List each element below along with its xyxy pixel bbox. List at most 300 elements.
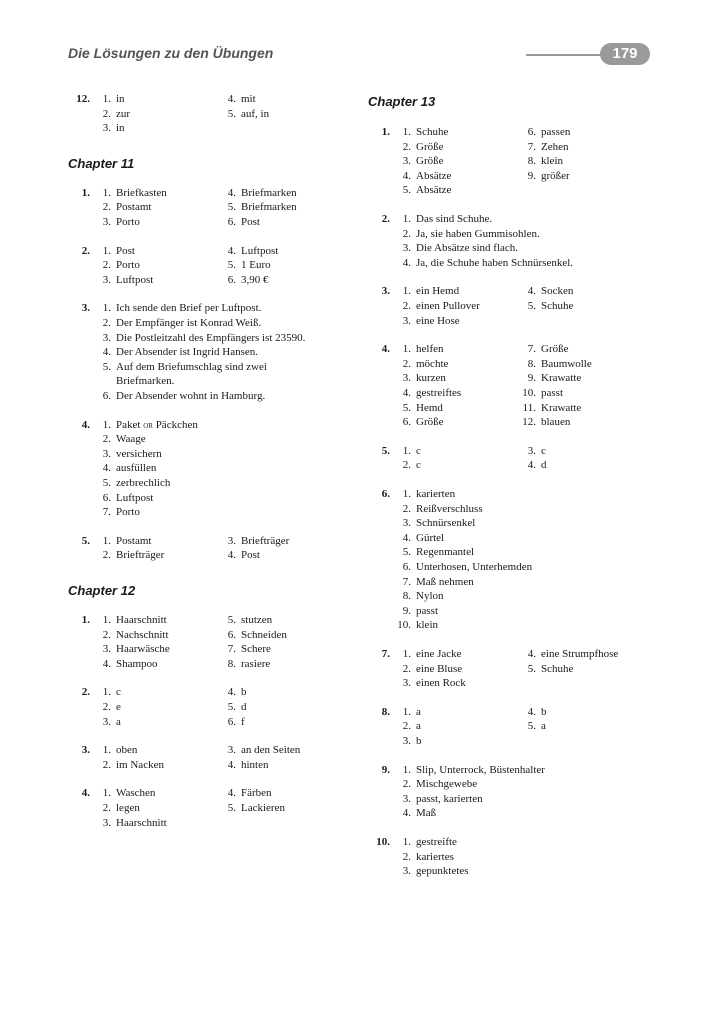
answer-item xyxy=(396,792,483,807)
page-number-badge: 179 xyxy=(600,43,650,65)
answer-item-text: c xyxy=(416,459,421,472)
answer-item xyxy=(221,548,260,563)
exercise-number: 7. xyxy=(381,648,390,660)
exercise-block xyxy=(68,685,358,729)
answer-item-number: 2. xyxy=(102,107,111,120)
answer-item xyxy=(396,705,421,720)
answer-item-number: 3. xyxy=(102,215,111,228)
answer-item-number: 4. xyxy=(402,531,411,544)
answer-item-text: d xyxy=(541,459,547,472)
answer-item-number: 2. xyxy=(102,628,111,641)
answer-item-text: Slip, Unterrock, Büstenhalter xyxy=(416,763,545,776)
answer-item xyxy=(521,647,618,662)
answer-item xyxy=(221,107,269,122)
answer-item-number: 4. xyxy=(102,657,111,670)
answer-item-text: Regenmantel xyxy=(416,546,475,559)
answer-item-number: 5. xyxy=(227,259,236,272)
answer-item-number: 3. xyxy=(402,865,411,878)
exercise-block xyxy=(68,743,358,772)
answer-item-text: zerbrechlich xyxy=(116,476,171,489)
answer-item-text: passt, karierten xyxy=(416,792,483,805)
answer-item xyxy=(96,244,135,259)
answer-item-number: 10. xyxy=(522,386,536,399)
answer-item xyxy=(396,125,448,140)
exercise-block xyxy=(368,444,668,473)
answer-item-text: gestreifte xyxy=(416,836,457,848)
answer-item xyxy=(221,743,300,758)
answer-item-number: 1. xyxy=(102,534,111,547)
answer-item-number: 1. xyxy=(402,648,411,660)
answer-item xyxy=(96,389,265,404)
answer-item-text: in xyxy=(116,122,125,135)
answer-item-text: Der Absender wohnt in Hamburg. xyxy=(116,389,266,402)
answer-item xyxy=(96,534,151,549)
answer-item-number: 5. xyxy=(402,184,411,197)
answer-item-text: 3,90 € xyxy=(241,273,269,286)
answer-item-text: Post xyxy=(241,215,260,228)
answer-item xyxy=(396,342,443,357)
answer-item-number: 5. xyxy=(527,299,536,312)
answer-item xyxy=(396,227,540,242)
answer-item-number: 5. xyxy=(102,476,111,489)
answer-item-text: Ich sende den Brief per Luftpost. xyxy=(116,302,262,315)
answer-item xyxy=(96,121,125,136)
answer-item-text: Ja, die Schuhe haben Schnürsenkel. xyxy=(416,256,574,269)
answer-item-number: 5. xyxy=(527,720,536,733)
answer-item-number: 1. xyxy=(402,285,411,298)
answer-item-text: Der Empfänger ist Konrad Weiß. xyxy=(116,316,262,329)
answer-item-number: 2. xyxy=(402,227,411,240)
answer-item-number: 4. xyxy=(527,648,536,660)
answer-item-number: 6. xyxy=(227,273,236,286)
answer-item xyxy=(521,458,547,473)
answer-item-text: Größe xyxy=(541,343,569,356)
answer-item xyxy=(96,657,158,672)
answer-item xyxy=(396,734,422,749)
answer-item xyxy=(221,786,272,801)
answer-item xyxy=(396,676,466,691)
answer-item-text: gestreiftes xyxy=(416,386,462,399)
answer-item-text: Schuhe xyxy=(416,126,449,138)
answer-item xyxy=(221,244,278,259)
answer-item-number: 8. xyxy=(527,357,536,370)
answer-item-number: 5. xyxy=(227,201,236,214)
answer-item-number: 6. xyxy=(402,416,411,429)
answer-item-text: Briefmarken xyxy=(241,201,297,214)
answer-item-connector: or xyxy=(143,419,153,431)
exercise-number: 5. xyxy=(381,444,390,457)
answer-item xyxy=(96,316,261,331)
answer-item-number: 4. xyxy=(227,244,236,257)
answer-item xyxy=(396,415,444,430)
answer-item xyxy=(221,700,247,715)
answer-item-number: 6. xyxy=(102,389,111,402)
answer-item-number: 1. xyxy=(102,186,111,199)
answer-item-number: 2. xyxy=(402,502,411,515)
answer-item-text: helfen xyxy=(416,343,444,356)
answer-item-text: Unterhosen, Unterhemden xyxy=(416,561,533,573)
answer-item xyxy=(221,685,247,700)
exercise-block xyxy=(368,125,668,198)
answer-item-text: Briefträger xyxy=(116,549,165,562)
answer-item-text: Baumwolle xyxy=(541,357,592,370)
answer-item-number: 2. xyxy=(102,549,111,562)
answer-item-number: 3. xyxy=(102,122,111,135)
answer-item-text: Shampoo xyxy=(116,657,158,670)
answer-item-number: 3. xyxy=(102,715,111,728)
answer-item-text: Haarschnitt xyxy=(116,614,167,626)
answer-item-number: 7. xyxy=(527,343,536,356)
answer-item xyxy=(521,125,570,140)
answer-item-text: Briefmarken. xyxy=(116,375,175,388)
answer-item xyxy=(96,505,140,520)
answer-item-number: 6. xyxy=(227,715,236,728)
exercise-number: 4. xyxy=(381,343,390,356)
exercise-number: 10. xyxy=(376,836,390,848)
answer-item-text: Luftpost xyxy=(116,491,154,504)
answer-item xyxy=(221,758,269,773)
answer-item xyxy=(396,169,451,184)
answer-item-text: a xyxy=(416,705,421,718)
answer-item xyxy=(396,545,474,560)
answer-item-text: a xyxy=(416,720,421,733)
exercise-number: 1. xyxy=(81,614,90,626)
answer-item xyxy=(521,719,546,734)
answer-item-text: karierten xyxy=(416,488,456,500)
answer-item-number: 8. xyxy=(227,657,236,670)
answer-item xyxy=(96,801,140,816)
answer-item-text: passt xyxy=(416,604,438,617)
answer-item-number: 3. xyxy=(102,447,111,460)
answer-item xyxy=(396,531,444,546)
exercise-block xyxy=(68,186,358,230)
answer-item-text: Gürtel xyxy=(416,531,445,544)
answer-item xyxy=(396,864,469,879)
answer-item-number: 3. xyxy=(227,744,236,757)
answer-item-text: f xyxy=(241,715,245,728)
answer-item xyxy=(521,444,546,459)
exercise-block xyxy=(68,613,358,671)
answer-item-text: einen Rock xyxy=(416,677,466,690)
answer-item-text: Briefträger xyxy=(241,534,290,547)
answer-item-number: 1. xyxy=(402,705,411,718)
answer-item xyxy=(396,487,455,502)
answer-item-number: 3. xyxy=(527,444,536,457)
answer-item-number: 3. xyxy=(102,331,111,344)
answer-item-text: Zehen xyxy=(541,140,569,153)
exercise-block xyxy=(368,705,668,749)
answer-item-number: 4. xyxy=(227,549,236,562)
answer-item xyxy=(521,169,570,184)
answer-item-number: 1. xyxy=(102,244,111,257)
answer-item-text: Auf dem Briefumschlag sind zwei xyxy=(116,360,267,373)
answer-item xyxy=(396,806,436,821)
answer-item-text: Größe xyxy=(416,155,444,168)
answer-item-number: 3. xyxy=(102,643,111,656)
answer-item xyxy=(396,212,492,227)
answer-item-text: eine Jacke xyxy=(416,648,462,660)
answer-item xyxy=(221,186,297,201)
answer-item xyxy=(396,458,421,473)
answer-item-number: 2. xyxy=(402,662,411,675)
answer-item-number: 6. xyxy=(227,628,236,641)
exercise-block xyxy=(68,244,358,288)
answer-item xyxy=(96,642,170,657)
answer-item-number: 1. xyxy=(102,744,111,757)
answer-item xyxy=(396,647,462,662)
answer-item-number: 10. xyxy=(397,619,411,632)
answer-item-text: Post xyxy=(241,549,260,562)
answer-item xyxy=(96,186,167,201)
answer-item-text: d xyxy=(241,700,247,713)
answer-item-text: e xyxy=(116,700,121,713)
answer-item xyxy=(96,432,146,447)
answer-item-text: versichern xyxy=(116,447,162,460)
answer-item xyxy=(396,401,443,416)
answer-item-text: möchte xyxy=(416,357,449,370)
answer-item-number: 8. xyxy=(527,155,536,168)
answer-item-number: 4. xyxy=(402,807,411,820)
exercise-number: 2. xyxy=(381,213,390,225)
exercise-number: 9. xyxy=(381,763,390,776)
answer-item-text: kariertes xyxy=(416,850,454,863)
answer-item-number: 2. xyxy=(402,140,411,153)
answer-item xyxy=(521,662,573,677)
answer-item-number: 3. xyxy=(402,372,411,385)
exercise-block xyxy=(368,212,668,270)
answer-item-number: 3. xyxy=(102,273,111,286)
exercise-number: 6. xyxy=(381,488,390,500)
answer-item-text: Der Absender ist Ingrid Hansen. xyxy=(116,346,259,359)
answer-item xyxy=(96,816,167,831)
answer-item xyxy=(96,743,137,758)
answer-item-text: Schere xyxy=(241,643,271,656)
answer-item xyxy=(221,258,271,273)
answer-item-number: 2. xyxy=(402,850,411,863)
answer-item-number: 1. xyxy=(102,614,111,626)
answer-item xyxy=(396,241,518,256)
answer-item xyxy=(96,491,153,506)
answer-item-text-alt: Päckchen xyxy=(155,418,198,431)
chapter-heading: Chapter 11 xyxy=(68,155,135,171)
answer-item-number: 5. xyxy=(402,401,411,414)
answer-item-text: eine Strumpfhose xyxy=(541,648,619,660)
answer-item-text: a xyxy=(116,715,121,728)
answer-item-text: kurzen xyxy=(416,372,446,385)
answer-item xyxy=(396,256,573,271)
answer-item xyxy=(396,835,457,850)
answer-item-number: 4. xyxy=(527,459,536,472)
answer-item-text: hinten xyxy=(241,758,269,771)
answer-item xyxy=(521,415,570,430)
answer-item-number: 2. xyxy=(402,778,411,791)
answer-item-text: Nachschnitt xyxy=(116,628,169,641)
answer-item xyxy=(396,284,459,299)
exercise-number: 3. xyxy=(381,285,390,298)
answer-item xyxy=(221,642,271,657)
answer-item-text: b xyxy=(541,705,547,718)
answer-item-text: Krawatte xyxy=(541,372,582,385)
answer-item-number: 2. xyxy=(102,801,111,814)
answer-item-text: Absätze xyxy=(416,169,452,182)
exercise-block xyxy=(68,301,358,403)
exercise-number: 12. xyxy=(76,93,90,105)
answer-item xyxy=(396,299,480,314)
answer-item xyxy=(396,719,421,734)
answer-item-text: Haarschnitt xyxy=(116,816,167,829)
answer-item-text: Maß xyxy=(416,807,437,820)
answer-item-number: 5. xyxy=(402,546,411,559)
answer-item xyxy=(521,342,569,357)
answer-item-text: Porto xyxy=(116,259,140,272)
answer-item xyxy=(96,548,164,563)
answer-item-text: passen xyxy=(541,126,571,138)
answer-item-text: Lackieren xyxy=(241,801,285,814)
exercise-number: 2. xyxy=(81,686,90,699)
exercise-block xyxy=(368,647,668,691)
exercise-block xyxy=(68,92,358,136)
answer-item xyxy=(396,502,483,517)
exercise-block xyxy=(68,418,358,520)
answer-item-text: c xyxy=(116,686,121,699)
answer-item xyxy=(221,92,256,107)
answer-item-number: 6. xyxy=(402,561,411,573)
answer-item-text: zur xyxy=(116,107,131,120)
answer-item xyxy=(396,183,451,198)
answer-item xyxy=(396,662,462,677)
answer-item xyxy=(96,758,164,773)
answer-item-number: 3. xyxy=(402,155,411,168)
answer-item-text: Die Postleitzahl des Empfängers ist 23590. xyxy=(116,331,306,344)
answer-item-text: Größe xyxy=(416,416,444,429)
running-header-title: Die Lösungen zu den Übungen xyxy=(68,45,274,61)
answer-item-text: Porto xyxy=(116,506,140,519)
answer-item-number: 1. xyxy=(402,126,411,138)
answer-item xyxy=(396,777,477,792)
answer-item-number: 1. xyxy=(402,488,411,500)
answer-item xyxy=(96,447,162,462)
exercise-number: 4. xyxy=(81,787,90,800)
answer-item-number: 5. xyxy=(227,801,236,814)
answer-item xyxy=(96,715,121,730)
answer-item-text: einen Pullover xyxy=(416,299,480,312)
answer-item-text: klein xyxy=(541,155,563,168)
answer-item xyxy=(96,700,121,715)
answer-item xyxy=(396,589,444,604)
answer-item-number: 1. xyxy=(102,787,111,800)
answer-item-number: 4. xyxy=(227,686,236,699)
answer-item-text: eine Bluse xyxy=(416,662,463,675)
answer-item-text: Schuhe xyxy=(541,662,574,675)
exercise-number: 5. xyxy=(81,534,90,547)
answer-item-number: 2. xyxy=(102,201,111,214)
answer-item-number: 1. xyxy=(102,686,111,699)
exercise-number: 1. xyxy=(81,186,90,199)
answer-item xyxy=(396,763,545,778)
answer-item-text: Das sind Schuhe. xyxy=(416,213,493,225)
answer-item-text: Postamt xyxy=(116,534,152,547)
answer-item xyxy=(396,618,438,633)
answer-item-text: mit xyxy=(241,93,256,105)
exercise-number: 8. xyxy=(381,705,390,718)
answer-item-number: 5. xyxy=(527,662,536,675)
answer-item-text: Luftpost xyxy=(241,244,279,257)
answer-item-number: 3. xyxy=(102,816,111,829)
answer-item xyxy=(521,386,563,401)
answer-item xyxy=(96,418,198,434)
answer-item-number: 4. xyxy=(527,705,536,718)
answer-item-text: Haarwäsche xyxy=(116,643,170,656)
answer-item xyxy=(221,215,260,230)
answer-item-text: b xyxy=(416,734,422,747)
answer-item-number: 7. xyxy=(102,506,111,519)
answer-item-text: Schnürsenkel xyxy=(416,517,476,530)
answer-item-number: 2. xyxy=(102,700,111,713)
answer-item xyxy=(521,401,581,416)
answer-item-text: klein xyxy=(416,619,438,632)
answer-item-text: Maß nehmen xyxy=(416,575,474,588)
answer-item xyxy=(396,516,475,531)
answer-item-text: Waage xyxy=(116,433,146,446)
answer-item xyxy=(396,575,474,590)
answer-item-number: 8. xyxy=(402,590,411,603)
answer-item xyxy=(221,613,272,628)
answer-item xyxy=(221,657,270,672)
answer-item-number: 1. xyxy=(102,302,111,315)
answer-item xyxy=(96,301,261,316)
answer-item-text: Porto xyxy=(116,215,140,228)
answer-item-number: 4. xyxy=(227,758,236,771)
answer-item-text: legen xyxy=(116,801,140,814)
answer-item xyxy=(396,357,448,372)
answer-item-text: Schneiden xyxy=(241,628,287,641)
exercise-block xyxy=(368,342,668,430)
answer-item-number: 3. xyxy=(227,534,236,547)
answer-item xyxy=(521,357,592,372)
answer-item-number: 4. xyxy=(402,256,411,269)
answer-item-text: Ja, sie haben Gummisohlen. xyxy=(416,227,540,240)
answer-item-text: Nylon xyxy=(416,590,444,603)
answer-item-number: 9. xyxy=(402,604,411,617)
answer-item-text: a xyxy=(541,720,546,733)
answer-item xyxy=(521,299,573,314)
answer-item-text: Postamt xyxy=(116,201,152,214)
exercise-number: 4. xyxy=(81,418,90,431)
answer-item-number: 3. xyxy=(402,517,411,530)
answer-item-number: 1. xyxy=(402,213,411,225)
answer-item-text: stutzen xyxy=(241,614,273,626)
answer-item-number: 3. xyxy=(402,314,411,327)
answer-item-text: Waschen xyxy=(116,787,156,800)
exercise-number: 3. xyxy=(81,302,90,315)
answer-item-text: ausfüllen xyxy=(116,462,157,475)
answer-item xyxy=(396,140,444,155)
answer-item-number: 5. xyxy=(102,360,111,373)
answer-item-number: 2. xyxy=(102,433,111,446)
answer-item-text: Luftpost xyxy=(116,273,154,286)
answer-item-number: 9. xyxy=(527,169,536,182)
answer-item-text: Briefmarken xyxy=(241,186,297,199)
answer-item-text: Briefkasten xyxy=(116,186,167,199)
answer-item-number: 4. xyxy=(227,787,236,800)
answer-item-text: c xyxy=(541,444,546,457)
answer-item-number: 6. xyxy=(102,491,111,504)
answer-item-text: Färben xyxy=(241,787,272,800)
answer-item-number: 3. xyxy=(402,792,411,805)
answer-item xyxy=(96,461,156,476)
answer-item xyxy=(396,314,460,329)
answer-item-text: b xyxy=(241,686,247,699)
